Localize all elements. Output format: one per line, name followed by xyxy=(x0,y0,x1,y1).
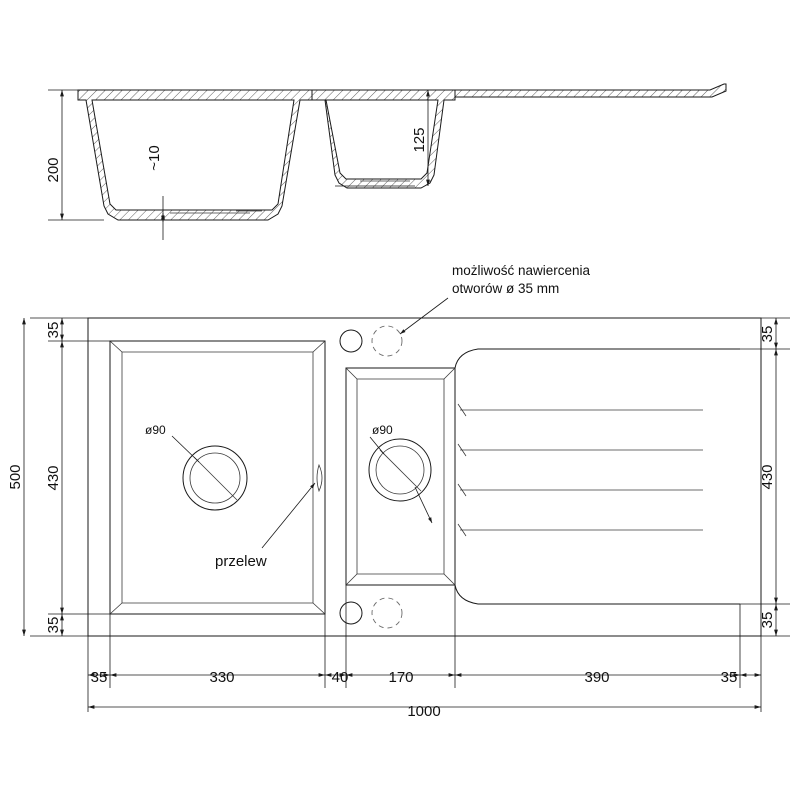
small-drain-label: ø90 xyxy=(372,423,393,437)
drainer-bottom-edge xyxy=(455,585,740,604)
overflow-slot xyxy=(317,465,322,491)
main-drain-label: ø90 xyxy=(145,423,166,437)
small-drain-leader xyxy=(370,437,384,454)
drainer-top-edge xyxy=(455,349,740,368)
sink-outline xyxy=(88,318,761,636)
note-leader-line xyxy=(400,298,448,334)
bot-dim-label-390: 390 xyxy=(584,669,610,686)
main-bowl-section xyxy=(78,90,312,220)
main-bowl-corner-chamfers xyxy=(110,341,325,614)
bot-dim-label-40: 40 xyxy=(331,669,349,686)
bot-dim-label-170: 170 xyxy=(388,669,414,686)
left-dim-label-500: 500 xyxy=(7,464,24,490)
overflow-label: przelew xyxy=(215,553,267,570)
overflow-leader xyxy=(262,483,315,548)
left-dim-label-35-bottom: 35 xyxy=(45,616,62,634)
tap-hole-top xyxy=(340,330,362,352)
drainer-section xyxy=(455,84,726,97)
right-dim-label-35-bottom: 35 xyxy=(759,611,776,629)
left-dim-label-430: 430 xyxy=(45,465,62,491)
bottom-dimensions-group xyxy=(88,585,761,720)
note-line-1: możliwość nawiercenia xyxy=(452,263,591,278)
dim-label-bowl-depth: 200 xyxy=(45,157,62,183)
small-drain-arrow xyxy=(415,487,432,523)
note-line-2: otworów ø 35 mm xyxy=(452,281,560,296)
drill-note-group xyxy=(400,263,591,334)
small-bowl-outer xyxy=(346,368,455,585)
dim-label-small-bowl-depth: 125 xyxy=(411,127,428,153)
bot-dim-label-330: 330 xyxy=(209,669,235,686)
right-dim-label-430: 430 xyxy=(759,464,776,490)
left-dimensions-group xyxy=(7,318,110,636)
dim-label-wall-thickness: ~10 xyxy=(146,145,163,171)
optional-hole-top xyxy=(372,326,402,356)
main-drain-leader xyxy=(172,436,199,462)
cross-section-group xyxy=(45,84,726,240)
right-dimensions-group xyxy=(740,318,790,636)
right-dim-label-35-top: 35 xyxy=(759,325,776,343)
bot-dim-label-35-right: 35 xyxy=(720,669,738,686)
main-bowl-drain-diag xyxy=(194,457,237,500)
plan-view-group xyxy=(88,318,761,636)
drainer-groove-ends xyxy=(458,404,466,536)
small-bowl-corner-chamfers xyxy=(346,368,455,585)
tap-hole-bottom xyxy=(340,602,362,624)
small-bowl-section xyxy=(312,90,455,188)
bot-dim-label-1000: 1000 xyxy=(407,703,441,720)
bot-dim-label-35-left: 35 xyxy=(90,669,108,686)
small-bowl-drain-diag xyxy=(380,450,421,491)
left-dim-label-35-top: 35 xyxy=(45,321,62,339)
optional-hole-bottom xyxy=(372,598,402,628)
main-bowl-outer xyxy=(110,341,325,614)
